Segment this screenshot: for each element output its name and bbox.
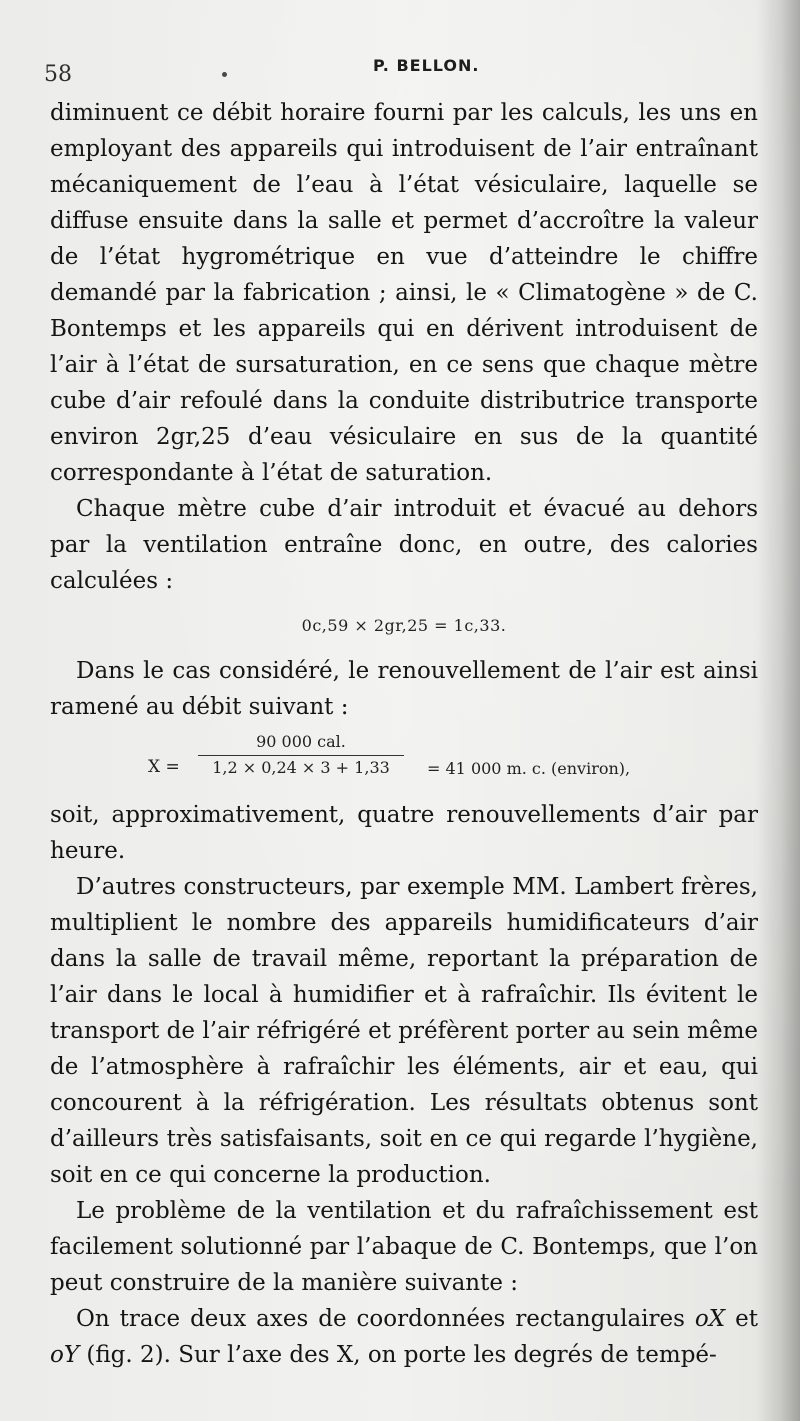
equation-airflow-denominator: 1,2 × 0,24 × 3 + 1,33 [212, 758, 390, 777]
paragraph-4: soit, approximativement, quatre renouvellements d’air par heure. [50, 802, 758, 864]
fraction-bar [198, 755, 404, 756]
axis-ox: oX [694, 1306, 726, 1332]
page-number: 58 [44, 62, 72, 87]
paragraph-1: diminuent ce débit horaire fourni par les calculs, les uns en employant des appareils qui introduisent de l’air entraînant mécaniquement de l’eau à l’état vésiculaire, laquelle se diffuse ensuite dans la salle et permet d’accroître la valeur de l’état hygrométrique en vue d’atteindre le chiffre demandé par la fabrication ; ainsi, le « Climatogène » de C. Bontemps et les appareils qui en dérivent introduisent de l’air à l’état de sursaturation, en ce sens que chaque mètre cube d’air refoulé dans la conduite distributrice transporte environ 2gr,25 d’eau vésiculaire en sus de la quantité correspondante à l’état de saturation. [50, 100, 758, 486]
equation-calories: 0c,59 × 2gr,25 = 1c,33. [301, 616, 507, 635]
equation-airflow-numerator: 90 000 cal. [256, 732, 346, 751]
page-body [50, 95, 758, 1373]
header-dot-mark [222, 72, 227, 77]
paragraph-5: D’autres constructeurs, par exemple MM. Lambert frères, multiplient le nombre des appareils humidificateurs d’air dans la salle de travail même, reportant la préparation de l’air dans le local à humidifier et à rafraîchir. Ils évitent le transport de l’air réfrigéré et préfèrent porter au sein même de l’atmosphère à rafraîchir les éléments, air et eau, qui concourent à la réfrigération. Les résultats obtenus sont d’ailleurs très satisfaisants, soit en ce qui regarde l’hygiène, soit en ce qui concerne la production. [50, 874, 758, 1188]
page-header [44, 56, 764, 86]
paragraph-7-mid: et [725, 1306, 758, 1332]
equation-airflow-rhs: = 41 000 m. c. (environ), [427, 759, 631, 778]
equation-airflow-fraction [196, 731, 406, 779]
page-edge-shadow [758, 0, 800, 1421]
paragraph-7 [50, 1301, 758, 1373]
paragraph-7-end: (fig. 2). Sur l’axe des X, on porte les degrés de tempé- [79, 1342, 717, 1368]
equation-airflow [50, 727, 758, 797]
paragraph-7-start: On trace deux axes de coordonnées rectangulaires [76, 1306, 695, 1332]
paragraph-3: Dans le cas considéré, le renouvellement de l’air est ainsi ramené au débit suivant : [50, 658, 758, 720]
paragraph-2: Chaque mètre cube d’air introduit et évacué au dehors par la ventilation entraîne donc, en outre, des calories calculées : [50, 496, 758, 594]
running-head: P. BELLON. [373, 56, 480, 75]
equation-airflow-lhs: X = [148, 757, 180, 777]
axis-oy: oY [50, 1342, 80, 1368]
paragraph-6: Le problème de la ventilation et du rafraîchissement est facilement solutionné par l’abaque de C. Bontemps, que l’on peut construire de la manière suivante : [50, 1198, 758, 1296]
